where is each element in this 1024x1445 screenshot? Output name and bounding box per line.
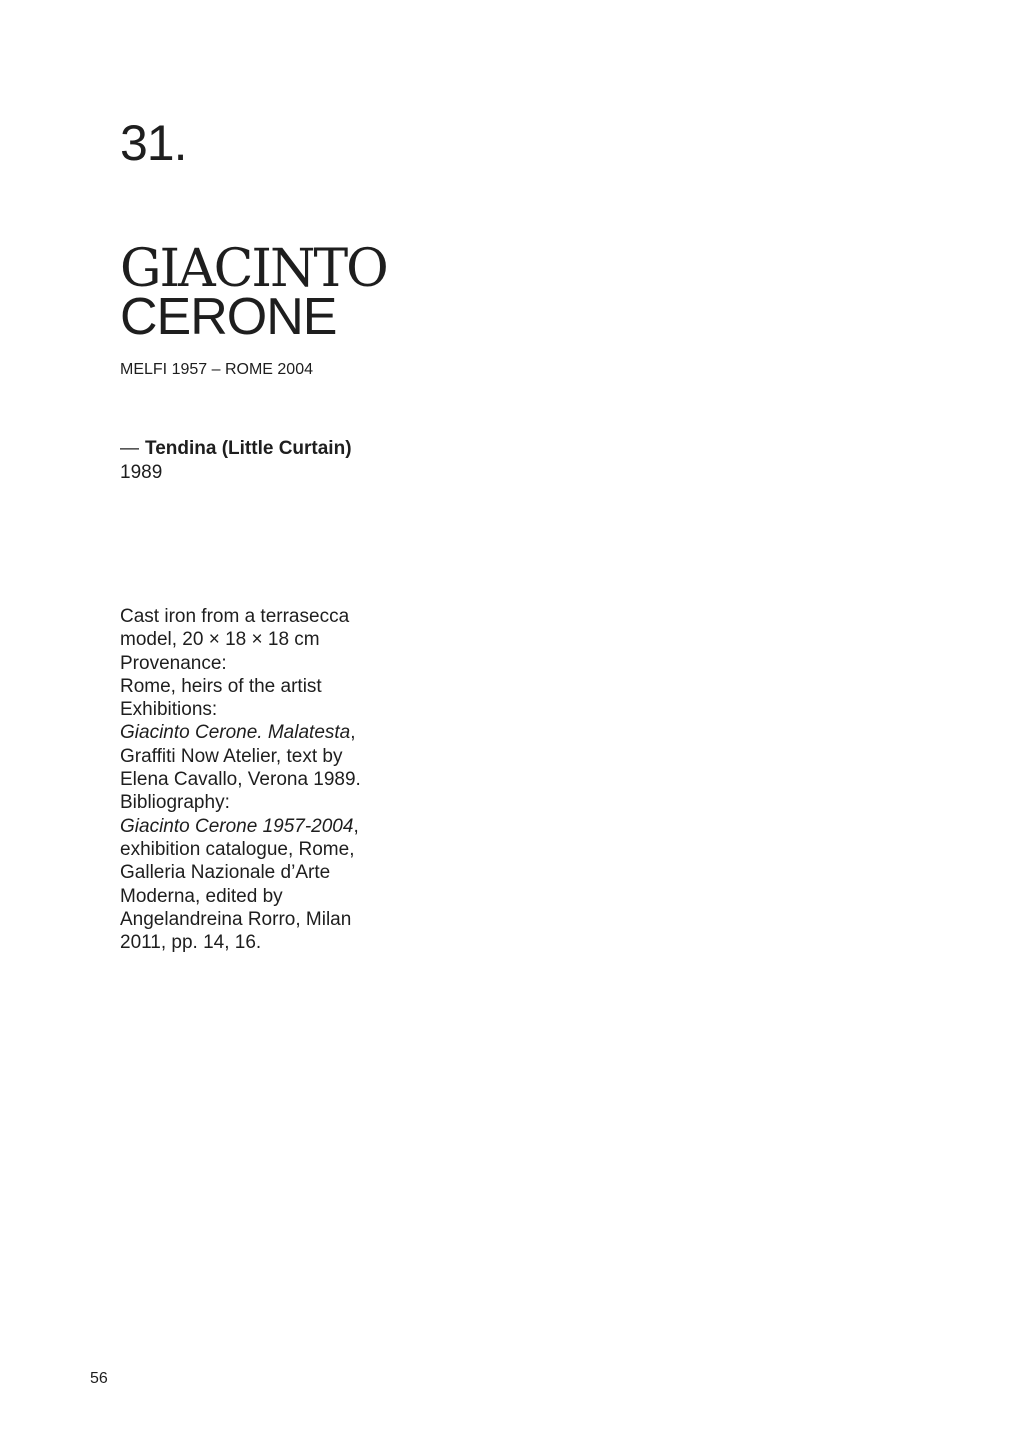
page-number: 56 bbox=[90, 1370, 108, 1387]
exhibition-rest: Graffiti Now Atelier, text by Elena Cavallo, Verona 1989. bbox=[120, 745, 361, 791]
work-details bbox=[120, 605, 390, 954]
work-info bbox=[120, 437, 352, 485]
work-title: Tendina (Little Curtain) bbox=[145, 438, 352, 459]
work-title-line bbox=[120, 437, 352, 461]
bibliography-text bbox=[120, 815, 390, 955]
exhibition-text bbox=[120, 721, 390, 791]
exhibitions-label: Exhibitions: bbox=[120, 699, 218, 721]
provenance-label: Provenance: bbox=[120, 652, 227, 674]
exhibition-separator: , bbox=[350, 722, 356, 744]
artist-last-name: CERONE bbox=[120, 288, 337, 346]
bibliography-label: Bibliography: bbox=[120, 792, 230, 814]
exhibition-title: Giacinto Cerone. Malatesta bbox=[120, 722, 351, 744]
bibliography-rest: , exhibition catalogue, Rome, Galleria Nazionale d’Arte Moderna, edited by Angelandreina Rorro, Milan 2011, pp. 14, 16. bbox=[120, 815, 359, 954]
provenance-text: Rome, heirs of the artist bbox=[120, 675, 322, 697]
work-dash: — bbox=[120, 438, 139, 459]
material-text: Cast iron from a terrasecca model, 20 × 18 × 18 cm bbox=[120, 606, 350, 651]
artist-header bbox=[120, 239, 387, 379]
artist-first-name: GIACINTO bbox=[120, 239, 387, 299]
work-year: 1989 bbox=[120, 462, 163, 483]
artist-dates: MELFI 1957 – ROME 2004 bbox=[120, 361, 313, 378]
bibliography-title: Giacinto Cerone 1957-2004 bbox=[120, 815, 354, 837]
entry-number: 31. bbox=[120, 115, 187, 171]
